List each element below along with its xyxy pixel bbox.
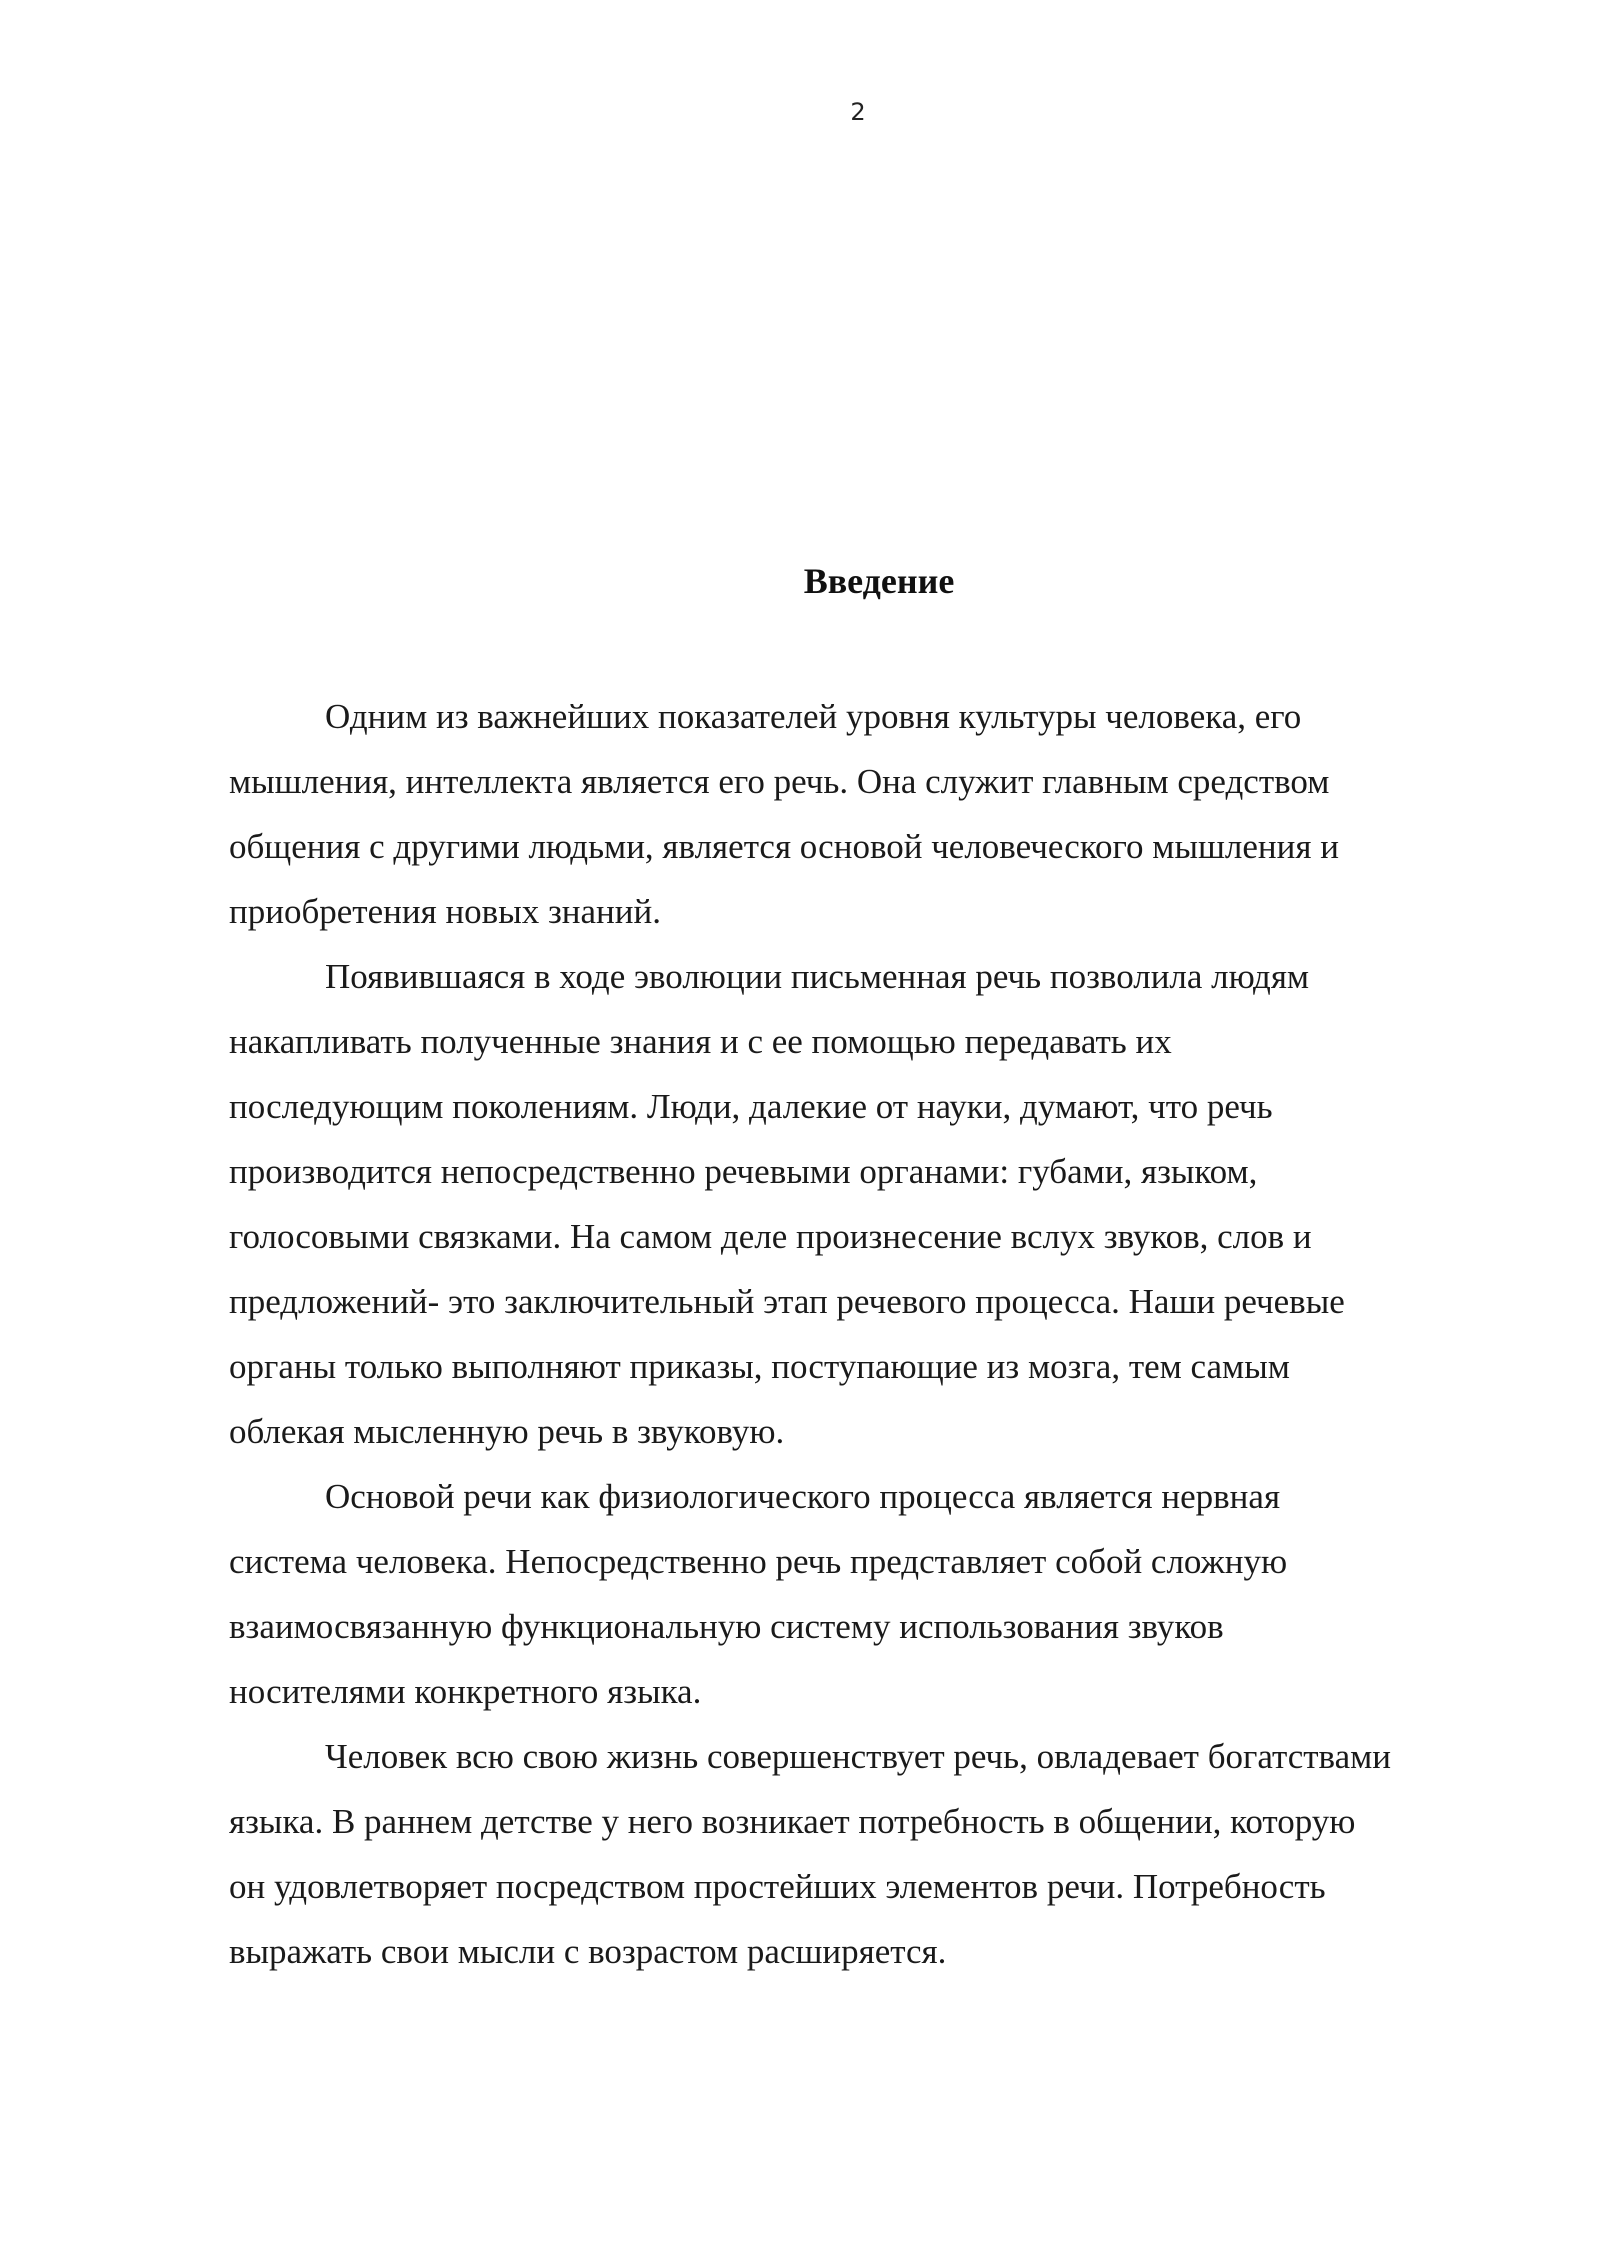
paragraph-2-line-8: облекая мысленную речь в звуковую. bbox=[229, 1412, 785, 1451]
page-number-text: 2 bbox=[850, 98, 866, 126]
paragraph-4-line-1: Человек всю свою жизнь совершенствует речь, овладевает богатствами bbox=[325, 1737, 1392, 1776]
paragraph-3-line-2: система человека. Непосредственно речь представляет собой сложную bbox=[229, 1542, 1288, 1581]
paragraph-2-line-4: производится непосредственно речевыми органами: губами, языком, bbox=[229, 1152, 1258, 1191]
paragraph-2-line-7: органы только выполняют приказы, поступающие из мозга, тем самым bbox=[229, 1347, 1290, 1386]
paragraph-1-line-4: приобретения новых знаний. bbox=[229, 892, 661, 931]
paragraph-2-line-3: последующим поколениям. Люди, далекие от науки, думают, что речь bbox=[229, 1087, 1273, 1126]
paragraph-1-line-2: мышления, интеллекта является его речь. Она служит главным средством bbox=[229, 762, 1330, 801]
paragraph-2-line-1: Появившаяся в ходе эволюции письменная речь позволила людям bbox=[325, 957, 1310, 996]
paragraph-4-line-3: он удовлетворяет посредством простейших элементов речи. Потребность bbox=[229, 1867, 1326, 1906]
paragraph-4-line-2: языка. В раннем детстве у него возникает потребность в общении, которую bbox=[229, 1802, 1356, 1841]
paragraph-3-line-3: взаимосвязанную функциональную систему использования звуков bbox=[229, 1607, 1224, 1646]
page-heading: Введение bbox=[803, 561, 955, 601]
paragraph-4-line-4: выражать свои мысли с возрастом расширяется. bbox=[229, 1932, 947, 1971]
document-body bbox=[229, 684, 1529, 1984]
paragraph-1-line-3: общения с другими людьми, является основой человеческого мышления и bbox=[229, 827, 1339, 866]
paragraph-2-line-2: накапливать полученные знания и с ее помощью передавать их bbox=[229, 1022, 1172, 1061]
paragraph-1-line-1: Одним из важнейших показателей уровня культуры человека, его bbox=[325, 697, 1302, 736]
paragraph-2-line-6: предложений- это заключительный этап речевого процесса. Наши речевые bbox=[229, 1282, 1345, 1321]
paragraph-2-line-5: голосовыми связками. На самом деле произнесение вслух звуков, слов и bbox=[229, 1217, 1312, 1256]
page-number bbox=[0, 98, 1600, 126]
paragraph-3-line-1: Основой речи как физиологического процесса является нервная bbox=[325, 1477, 1281, 1516]
paragraph-3-line-4: носителями конкретного языка. bbox=[229, 1672, 702, 1711]
